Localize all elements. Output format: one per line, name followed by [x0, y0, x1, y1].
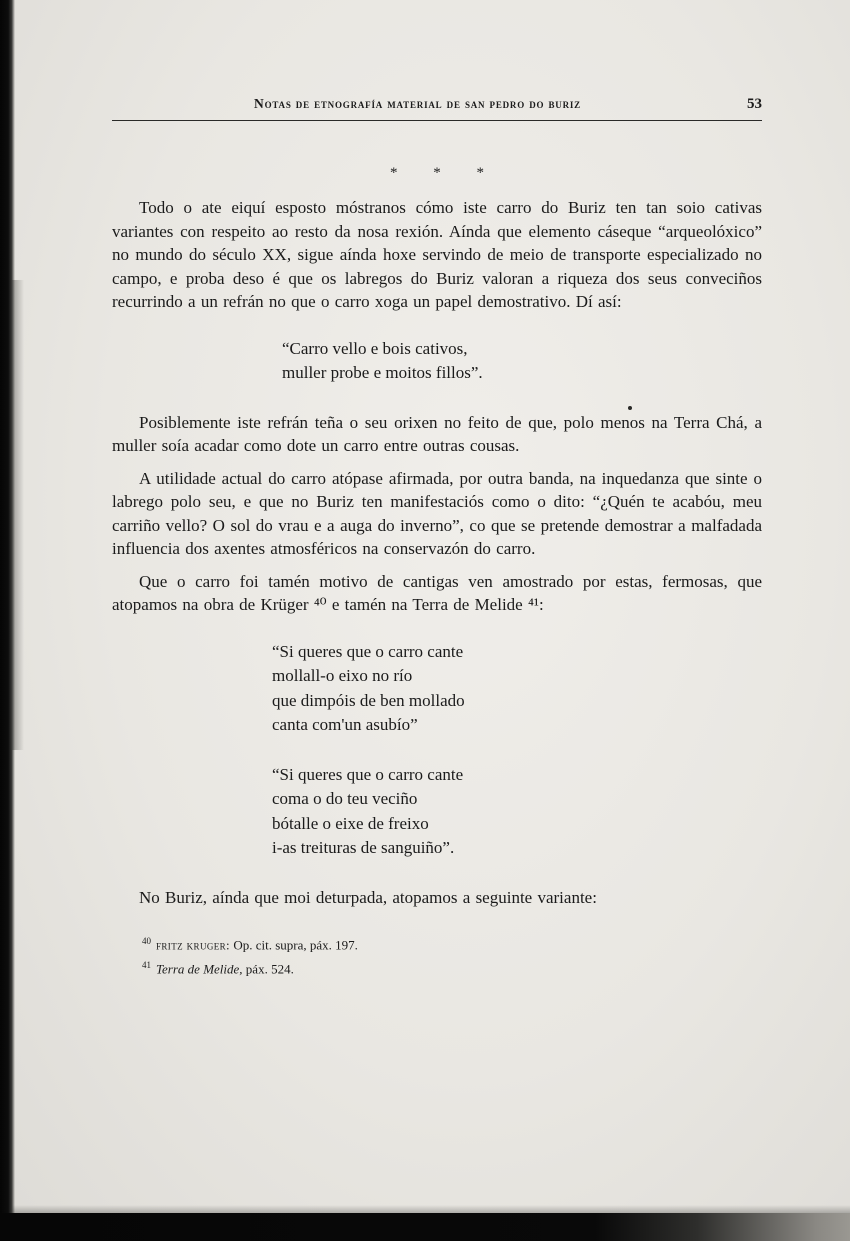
running-title: Notas de etnografía material de san pedro do buriz [254, 96, 581, 111]
paragraph-5: No Buriz, aínda que moi deturpada, atopamos a seguinte variante: [139, 887, 597, 907]
cantiga2-line-3: bótalle o eixe de freixo [272, 813, 429, 833]
footnote-41-marker: 41 [142, 960, 151, 971]
paragraph-3: A utilidade actual do carro atópase afirmada, por outra banda, na inquedanza que sinte o labrego polo seu, e que no Buriz ten manifestaciós como o dito: “¿Quén te acabóu, meu carriño vello? O sol do vrau e a auga do inverno”, co que se pretende demostrar a malfadada influencia dos axentes atmosféricos na conservazón do carro. [112, 468, 762, 558]
cantiga2-line-4: i-as treituras de sanguiño”. [272, 838, 455, 857]
cantiga1-line-1: “Si queres que o carro cante [272, 641, 464, 661]
refran-line-2: muller probe e moitos fillos”. [282, 363, 483, 382]
footnote-40-source: fritz kruger: [156, 937, 231, 953]
cantiga1-line-4: canta com'un asubío” [272, 715, 418, 734]
ink-speck [628, 406, 632, 410]
scan-edge-bottom [0, 1213, 850, 1241]
footnote-40-marker: 40 [142, 936, 151, 946]
page-number: 53 [747, 96, 762, 112]
footnote-40 [112, 931, 762, 955]
refran-line-1: “Carro vello e bois cativos, [282, 338, 468, 358]
section-divider: * * * [390, 165, 500, 181]
footnote-41 [112, 955, 762, 979]
cantiga-quote-2 [272, 763, 762, 861]
refran-quote [282, 337, 762, 386]
header-rule [112, 120, 762, 121]
cantiga-quote-1 [272, 640, 762, 738]
scan-edge-left [0, 0, 15, 1241]
running-head [112, 96, 762, 113]
paragraph-2: Posiblemente iste refrán teña o seu orixen no feito de que, polo menos na Terra Chá, a muller soía acadar como dote un carro entre outras cousas. [112, 412, 762, 455]
cantiga1-line-2: mollall-o eixo no río [272, 666, 413, 685]
paragraph-1: Todo o ate eiquí esposto móstranos cómo iste carro do Buriz ten tan soio cativas variantes con respeito ao resto da nosa rexión. Aínda que elemento cáseque “arqueolóxico” no mundo do século XX, sigue aínda hoxe servindo de meio de transporte especializado no campo, e proba deso é que os labregos do Buriz valoran a riqueza dos seus conveciños recurrindo a un refrán no que o carro xoga un papel demostrativo. Dí así: [112, 198, 762, 311]
cantiga2-line-2: coma o do teu veciño [272, 789, 418, 808]
cantiga1-line-3: que dimpóis de ben mollado [272, 690, 465, 710]
footnotes [112, 931, 762, 980]
footnote-41-text: páx. 524. [245, 961, 294, 977]
footnote-40-text: Op. cit. supra, páx. 197. [233, 937, 358, 953]
footnote-41-source: Terra de Melide, [156, 961, 243, 977]
cantiga2-line-1: “Si queres que o carro cante [272, 764, 464, 784]
paragraph-4: Que o carro foi tamén motivo de cantigas ven amostrado por estas, fermosas, que atopamos na obra de Krüger ⁴⁰ e tamén na Terra de Melide ⁴¹: [112, 571, 762, 614]
